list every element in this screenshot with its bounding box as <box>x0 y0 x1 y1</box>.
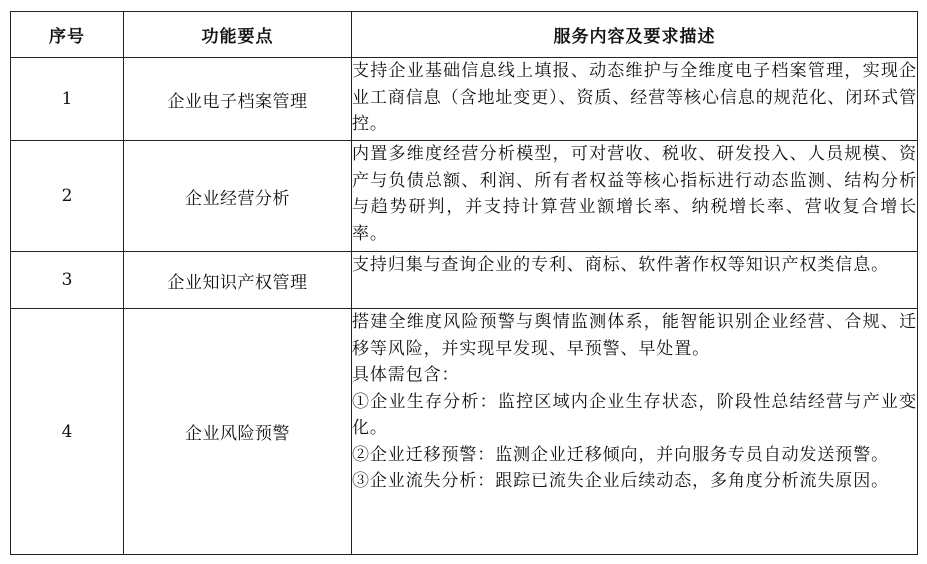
header-desc: 服务内容及要求描述 <box>352 12 918 58</box>
row-seq: 3 <box>11 252 124 309</box>
row-desc <box>352 141 918 252</box>
row-seq: 1 <box>11 58 124 141</box>
table-row <box>11 309 918 555</box>
table-header-row <box>11 12 918 58</box>
row-desc <box>352 252 918 309</box>
desc-paragraph: 内置多维度经营分析模型，可对营收、税收、研发投入、人员规模、资产与负债总额、利润、所有者权益等核心指标进行动态监测、结构分析与趋势研判，并支持计算营业额增长率、纳税增长率、营收复合增长率。 <box>352 144 917 244</box>
desc-paragraph: ②企业迁移预警：监测企业迁移倾向，并向服务专员自动发送预警。 <box>352 444 889 465</box>
desc-paragraph: 搭建全维度风险预警与舆情监测体系，能智能识别企业经营、合规、迁移等风险，并实现早发现、早预警、早处置。 <box>352 312 917 359</box>
row-func: 企业经营分析 <box>124 141 352 252</box>
desc-paragraph: ①企业生存分析：监控区域内企业生存状态，阶段性总结经营与产业变化。 <box>352 391 917 438</box>
requirements-table <box>10 11 918 555</box>
row-desc <box>352 58 918 141</box>
desc-paragraph: 支持归集与查询企业的专利、商标、软件著作权等知识产权类信息。 <box>352 255 889 275</box>
row-desc <box>352 309 918 555</box>
table-row <box>11 141 918 252</box>
desc-paragraph: ③企业流失分析：跟踪已流失企业后续动态，多角度分析流失原因。 <box>352 471 889 491</box>
table-row <box>11 58 918 141</box>
row-func: 企业风险预警 <box>124 309 352 555</box>
header-seq: 序号 <box>11 12 124 58</box>
desc-paragraph: 具体需包含： <box>352 365 460 385</box>
header-func: 功能要点 <box>124 12 352 58</box>
desc-paragraph: 支持企业基础信息线上填报、动态维护与全维度电子档案管理，实现企业工商信息（含地址变更）、资质、经营等核心信息的规范化、闭环式管控。 <box>352 61 917 134</box>
table-row <box>11 252 918 309</box>
row-func: 企业电子档案管理 <box>124 58 352 141</box>
row-func: 企业知识产权管理 <box>124 252 352 309</box>
row-seq: 2 <box>11 141 124 252</box>
row-seq: 4 <box>11 309 124 555</box>
